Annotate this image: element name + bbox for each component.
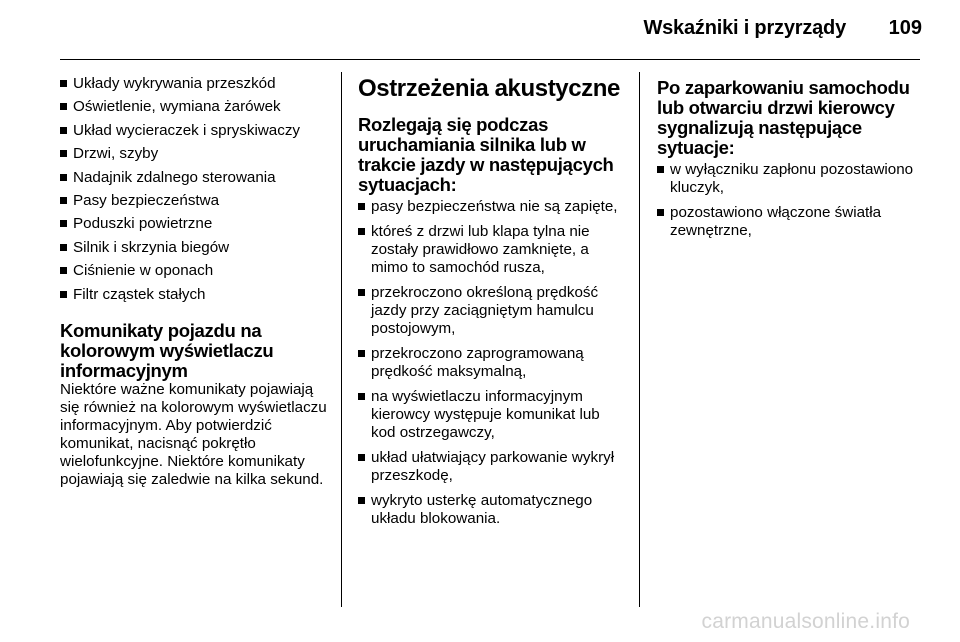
topic-list xyxy=(60,75,332,304)
list-item: Ciśnienie w oponach xyxy=(60,262,332,280)
list-item: w wyłączniku zapłonu pozostawiono kluczyk, xyxy=(657,161,919,197)
subheading-after-parking: Po zaparkowaniu samochodu lub otwarciu drzwi kierowcy sygnalizują następujące sytuacje: xyxy=(657,77,910,158)
warning-list xyxy=(358,198,628,528)
list-item: Pasy bezpieczeństwa xyxy=(60,192,332,210)
parking-warning-list xyxy=(657,161,919,240)
list-item: przekroczono zaprogramowaną prędkość maksymalną, xyxy=(358,345,628,381)
page-number: 109 xyxy=(888,17,922,39)
section-heading-vehicle-messages: Komunikaty pojazdu na kolorowym wyświetlaczu informacyjnym xyxy=(60,319,274,381)
column-divider-1 xyxy=(341,72,342,607)
column-divider-2 xyxy=(639,72,640,607)
list-item: pasy bezpieczeństwa nie są zapięte, xyxy=(358,198,628,216)
list-item: na wyświetlaczu informacyjnym kierowcy występuje komunikat lub kod ostrzegawczy, xyxy=(358,388,628,442)
list-item: Nadajnik zdalnego sterowania xyxy=(60,169,332,187)
list-item: Poduszki powietrzne xyxy=(60,215,332,233)
list-item: wykryto usterkę automatycznego układu blokowania. xyxy=(358,492,628,528)
subheading-engine-start: Rozlegają się podczas uruchamiania silnika lub w trakcie jazdy w następujących sytuacjach: xyxy=(358,114,614,195)
list-item: przekroczono określoną prędkość jazdy przy zaciągniętym hamulcu postojowym, xyxy=(358,284,628,338)
page-header-title: Wskaźniki i przyrządy xyxy=(643,17,846,39)
header-divider xyxy=(60,59,920,60)
column-1 xyxy=(60,75,332,489)
section-title-acoustic-warnings: Ostrzeżenia akustyczne xyxy=(358,75,620,102)
list-item: Układ wycieraczek i spryskiwaczy xyxy=(60,122,332,140)
column-2 xyxy=(358,75,628,535)
list-item: Filtr cząstek stałych xyxy=(60,286,332,304)
watermark: carmanualsonline.info xyxy=(701,610,910,633)
list-item: Oświetlenie, wymiana żarówek xyxy=(60,98,332,116)
list-item: Drzwi, szyby xyxy=(60,145,332,163)
section-paragraph: Niektóre ważne komunikaty pojawiają się również na kolorowym wyświetlaczu informacyjnym. Aby potwierdzić komunikat, nacisnąć pokrętło wielofunkcyjne. Niektóre komunikaty pojawiają się zaledwie na kilka sekund. xyxy=(60,380,327,488)
list-item: Silnik i skrzynia biegów xyxy=(60,239,332,257)
list-item: któreś z drzwi lub klapa tylna nie zostały prawidłowo zamknięte, a mimo to samochód rusza, xyxy=(358,223,628,277)
column-3 xyxy=(657,75,919,247)
list-item: pozostawiono włączone światła zewnętrzne, xyxy=(657,204,919,240)
list-item: układ ułatwiający parkowanie wykrył przeszkodę, xyxy=(358,449,628,485)
list-item: Układy wykrywania przeszkód xyxy=(60,75,332,93)
